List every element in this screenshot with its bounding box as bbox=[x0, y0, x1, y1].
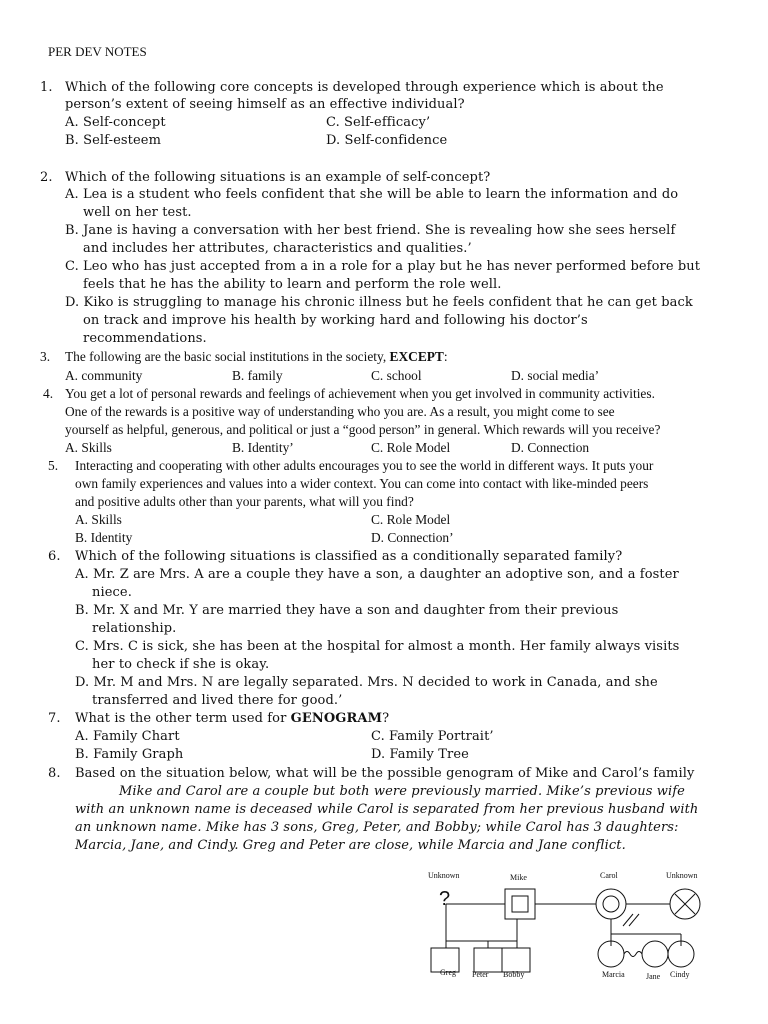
q5-stem-line1: Interacting and cooperating with other adults encourages you to see the world in different ways. It puts your bbox=[75, 458, 654, 473]
q6-option-a-line1: A. Mr. Z are Mrs. A are a couple they have a son, a daughter an adoptive son, and a foster bbox=[75, 567, 679, 582]
q6-number: 6. bbox=[48, 549, 61, 564]
mike-outer-square bbox=[505, 889, 535, 919]
genogram-label-greg: Greg bbox=[440, 968, 456, 977]
q6-option-d-line2: transferred and lived there for good.’ bbox=[92, 693, 343, 708]
genogram-label-mike: Mike bbox=[510, 873, 527, 882]
genogram-label-unknown-right: Unknown bbox=[666, 871, 698, 880]
q2-option-d-line3: recommendations. bbox=[83, 331, 207, 346]
q3-number: 3. bbox=[40, 349, 51, 364]
q2-option-b-line2: and includes her attributes, characteristics and qualities.’ bbox=[83, 241, 472, 256]
q4-stem-line2: One of the rewards is a positive way of understanding who you are. As a result, you might come to see bbox=[65, 404, 615, 419]
q1-option-c: C. Self-efficacy’ bbox=[326, 115, 431, 130]
q7-option-c: C. Family Portrait’ bbox=[371, 729, 494, 744]
q8-scenario-line2: with an unknown name is deceased while Carol is separated from her previous husband with bbox=[75, 802, 699, 817]
genogram-label-peter: Peter bbox=[472, 970, 489, 979]
q6-option-d-line1: D. Mr. M and Mrs. N are legally separated. Mrs. N decided to work in Canada, and she bbox=[75, 675, 658, 690]
q7-stem: What is the other term used for GENOGRAM? bbox=[75, 711, 390, 726]
q8-stem: Based on the situation below, what will be the possible genogram of Mike and Carol’s family bbox=[75, 766, 695, 781]
q4-option-c: C. Role Model bbox=[371, 440, 451, 455]
q1-option-b: B. Self-esteem bbox=[65, 133, 162, 148]
q2-stem: Which of the following situations is an example of self-concept? bbox=[65, 170, 491, 185]
q3-option-b: B. family bbox=[232, 368, 283, 383]
genogram-question-mark: ? bbox=[439, 888, 451, 910]
q4-option-b: B. Identity’ bbox=[232, 440, 294, 455]
separation-mark-1 bbox=[623, 914, 633, 926]
carol-inner-circle bbox=[603, 896, 619, 912]
q6-stem: Which of the following situations is classified as a conditionally separated family? bbox=[75, 549, 623, 564]
q8-scenario-line1: Mike and Carol are a couple but both were previously married. Mike’s previous wife bbox=[119, 784, 685, 799]
peter-square bbox=[474, 948, 502, 972]
q5-option-b: B. Identity bbox=[75, 530, 133, 545]
genogram-diagram bbox=[420, 866, 720, 986]
q5-stem-line3: and positive adults other than your parents, what will you find? bbox=[75, 494, 414, 509]
genogram-label-unknown-left: Unknown bbox=[428, 871, 460, 880]
q4-stem-line1: You get a lot of personal rewards and feelings of achievement when you get involved in community activities. bbox=[65, 386, 655, 401]
q4-option-a: A. Skills bbox=[65, 440, 112, 455]
conflict-zigzag bbox=[624, 952, 642, 957]
q5-option-d: D. Connection’ bbox=[371, 530, 454, 545]
q2-option-d-line2: on track and improve his health by working hard and following his doctor’s bbox=[83, 313, 588, 328]
q1-number: 1. bbox=[40, 80, 53, 95]
q1-option-a: A. Self-concept bbox=[65, 115, 166, 130]
page-title: PER DEV NOTES bbox=[48, 44, 147, 59]
bobby-square bbox=[502, 948, 530, 972]
q5-stem-line2: own family experiences and values into a wider context. You can come into contact with like-minded peers bbox=[75, 476, 649, 491]
q7-option-a: A. Family Chart bbox=[75, 729, 180, 744]
q8-scenario-line4: Marcia, Jane, and Cindy. Greg and Peter are close, while Marcia and Jane conflict. bbox=[75, 838, 626, 853]
q3-stem: The following are the basic social institutions in the society, EXCEPT: bbox=[65, 349, 448, 364]
q5-option-a: A. Skills bbox=[75, 512, 122, 527]
q6-option-b-line2: relationship. bbox=[92, 621, 177, 636]
q2-option-a-line2: well on her test. bbox=[83, 205, 192, 220]
mike-inner-square bbox=[512, 896, 528, 912]
q7-option-d: D. Family Tree bbox=[371, 747, 469, 762]
separation-mark-2 bbox=[629, 914, 639, 926]
q7-option-b: B. Family Graph bbox=[75, 747, 184, 762]
q2-number: 2. bbox=[40, 170, 53, 185]
q1-option-d: D. Self-confidence bbox=[326, 133, 448, 148]
q6-option-c-line2: her to check if she is okay. bbox=[92, 657, 270, 672]
q4-option-d: D. Connection bbox=[511, 440, 590, 455]
q3-option-a: A. community bbox=[65, 368, 143, 383]
q5-option-c: C. Role Model bbox=[371, 512, 451, 527]
genogram-lines bbox=[420, 866, 720, 986]
q2-option-b-line1: B. Jane is having a conversation with her best friend. She is revealing how she sees herself bbox=[65, 223, 676, 238]
genogram-label-jane: Jane bbox=[646, 972, 661, 981]
q6-option-c-line1: C. Mrs. C is sick, she has been at the hospital for almost a month. Her family always visits bbox=[75, 639, 680, 654]
q8-scenario-line3: an unknown name. Mike has 3 sons, Greg, Peter, and Bobby; while Carol has 3 daughters: bbox=[75, 820, 679, 835]
q6-option-b-line1: B. Mr. X and Mr. Y are married they have a son and daughter from their previous bbox=[75, 603, 619, 618]
genogram-label-carol: Carol bbox=[600, 871, 618, 880]
q1-stem-line1: Which of the following core concepts is developed through experience which is about the bbox=[65, 80, 664, 95]
q2-option-c-line2: feels that he has the ability to learn and perform the role well. bbox=[83, 277, 502, 292]
carol-outer-circle bbox=[596, 889, 626, 919]
genogram-label-cindy: Cindy bbox=[670, 970, 690, 979]
q4-number: 4. bbox=[43, 386, 54, 401]
q7-number: 7. bbox=[48, 711, 61, 726]
q6-option-a-line2: niece. bbox=[92, 585, 132, 600]
q3-option-d: D. social media’ bbox=[511, 368, 600, 383]
q5-number: 5. bbox=[48, 458, 59, 473]
q8-number: 8. bbox=[48, 766, 61, 781]
q4-stem-line3: yourself as helpful, generous, and political or just a “good person” in general. Which rewards will you receive? bbox=[65, 422, 661, 437]
q1-stem-line2: person’s extent of seeing himself as an effective individual? bbox=[65, 97, 465, 112]
q2-option-d-line1: D. Kiko is struggling to manage his chronic illness but he feels confident that he can get back bbox=[65, 295, 693, 310]
genogram-label-bobby: Bobby bbox=[503, 970, 525, 979]
jane-circle bbox=[642, 941, 668, 967]
q2-option-a-line1: A. Lea is a student who feels confident that she will be able to learn the information and do bbox=[65, 187, 679, 202]
q2-option-c-line1: C. Leo who has just accepted from a in a role for a play but he has never performed before but bbox=[65, 259, 701, 274]
genogram-label-marcia: Marcia bbox=[602, 970, 625, 979]
q3-option-c: C. school bbox=[371, 368, 422, 383]
